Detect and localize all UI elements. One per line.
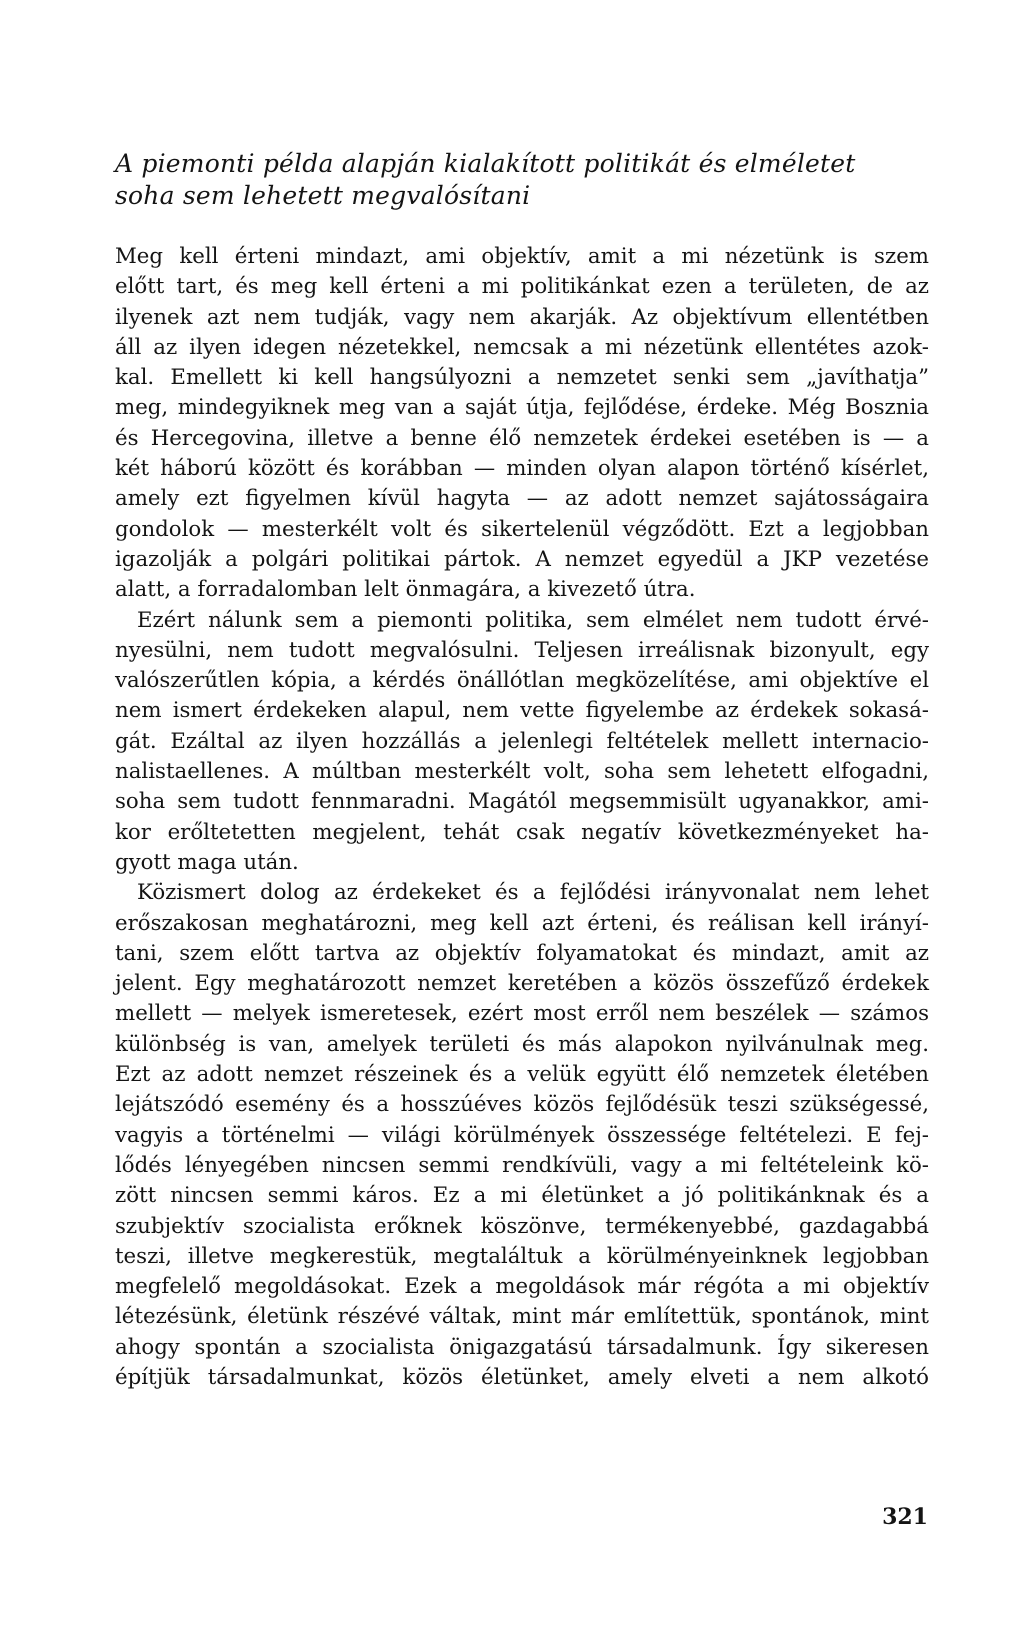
- page-number: 321: [882, 1504, 928, 1530]
- text-line: meg, mindegyiknek meg van a saját útja, fejlődése, érdeke. Még Bosznia: [115, 395, 929, 421]
- text-line: vagyis a történelmi — világi körülmények összessége feltételezi. E fej-: [115, 1122, 929, 1148]
- text-line: kal. Emellett ki kell hangsúlyozni a nemzetet senki sem „javíthatja”: [115, 365, 929, 391]
- text-line: két háború között és korábban — minden olyan alapon történő kísérlet,: [115, 456, 929, 482]
- text-line: gyott maga után.: [115, 849, 299, 875]
- text-line: nalistaellenes. A múltban mesterkélt volt, soha sem lehetett elfogadni,: [115, 759, 929, 785]
- text-line: előtt tart, és meg kell érteni a mi politikánkat ezen a területen, de az: [115, 274, 929, 300]
- text-line: valószerűtlen kópia, a kérdés önállótlan megközelítése, ami objektíve el: [115, 668, 929, 694]
- text-line: kor erőltetetten megjelent, tehát csak negatív következményeket ha-: [115, 819, 929, 845]
- section-heading-line-2: soha sem lehetett megvalósítani: [115, 181, 531, 210]
- text-line: ilyenek azt nem tudják, vagy nem akarják. Az objektívum ellentétben: [115, 304, 929, 330]
- text-line: gondolok — mesterkélt volt és sikertelenül végződött. Ezt a legjobban: [115, 516, 929, 542]
- text-line: soha sem tudott fennmaradni. Magától megsemmisült ugyanakkor, ami-: [115, 789, 929, 815]
- text-line: lejátszódó esemény és a hosszúéves közös fejlődésük teszi szükségessé,: [115, 1092, 929, 1118]
- text-line: Közismert dolog az érdekeket és a fejlődési irányvonalat nem lehet: [137, 880, 929, 906]
- text-line: zött nincsen semmi káros. Ez a mi életünket a jó politikánknak és a: [115, 1183, 929, 1209]
- text-line: igazolják a polgári politikai pártok. A nemzet egyedül a JKP vezetése: [115, 546, 929, 572]
- section-heading-line-1: A piemonti példa alapján kialakított politikát és elméletet: [115, 149, 856, 178]
- text-line: amely ezt figyelmen kívül hagyta — az adott nemzet sajátosságaira: [115, 486, 929, 512]
- text-line: gát. Ezáltal az ilyen hozzállás a jelenlegi feltételek mellett internacio-: [115, 728, 929, 754]
- text-line: nyesülni, nem tudott megvalósulni. Teljesen irreálisnak bizonyult, egy: [115, 637, 929, 663]
- text-line: Ezért nálunk sem a piemonti politika, sem elmélet nem tudott érvé-: [137, 607, 929, 633]
- text-line: tani, szem előtt tartva az objektív folyamatokat és mindazt, amit az: [115, 940, 929, 966]
- text-line: erőszakosan meghatározni, meg kell azt érteni, és reálisan kell irányí-: [115, 910, 929, 936]
- text-line: megfelelő megoldásokat. Ezek a megoldások már régóta a mi objektív: [115, 1274, 929, 1300]
- paragraph-2: [115, 606, 929, 879]
- text-line: Meg kell érteni mindazt, ami objektív, amit a mi nézetünk is szem: [115, 244, 929, 269]
- text-line: szubjektív szocialista erőknek köszönve, termékenyebbé, gazdagabbá: [115, 1213, 929, 1239]
- text-line: építjük társadalmunkat, közös életünket, amely elveti a nem alkotó: [115, 1364, 929, 1390]
- text-line: létezésünk, életünk részévé váltak, mint már említettük, spontánok, mint: [115, 1304, 929, 1330]
- text-line: különbség is van, amelyek területi és más alapokon nyilvánulnak meg.: [115, 1031, 929, 1057]
- text-line: teszi, illetve megkerestük, megtaláltuk a körülményeinknek legjobban: [115, 1243, 929, 1269]
- section-heading: [115, 148, 935, 212]
- text-line: áll az ilyen idegen nézetekkel, nemcsak a mi nézetünk ellentétes azok-: [115, 334, 929, 360]
- text-line: és Hercegovina, illetve a benne élő nemzetek érdekei esetében is — a: [115, 425, 929, 451]
- text-line: lődés lényegében nincsen semmi rendkívüli, vagy a mi feltételeink kö-: [115, 1152, 929, 1178]
- text-line: Ezt az adott nemzet részeinek és a velük együtt élő nemzetek életében: [115, 1062, 929, 1088]
- text-line: jelent. Egy meghatározott nemzet keretében a közös összefűző érdekek: [115, 971, 929, 997]
- body-text: [115, 242, 929, 1393]
- text-line: alatt, a forradalomban lelt önmagára, a kivezető útra.: [115, 577, 696, 603]
- text-line: mellett — melyek ismeretesek, ezért most erről nem beszélek — számos: [115, 1001, 929, 1027]
- paragraph-1: [115, 242, 929, 606]
- paragraph-3: [115, 878, 929, 1393]
- text-line: ahogy spontán a szocialista önigazgatású társadalmunk. Így sikeresen: [115, 1334, 929, 1360]
- text-line: nem ismert érdekeken alapul, nem vette figyelembe az érdekek sokasá-: [115, 698, 929, 724]
